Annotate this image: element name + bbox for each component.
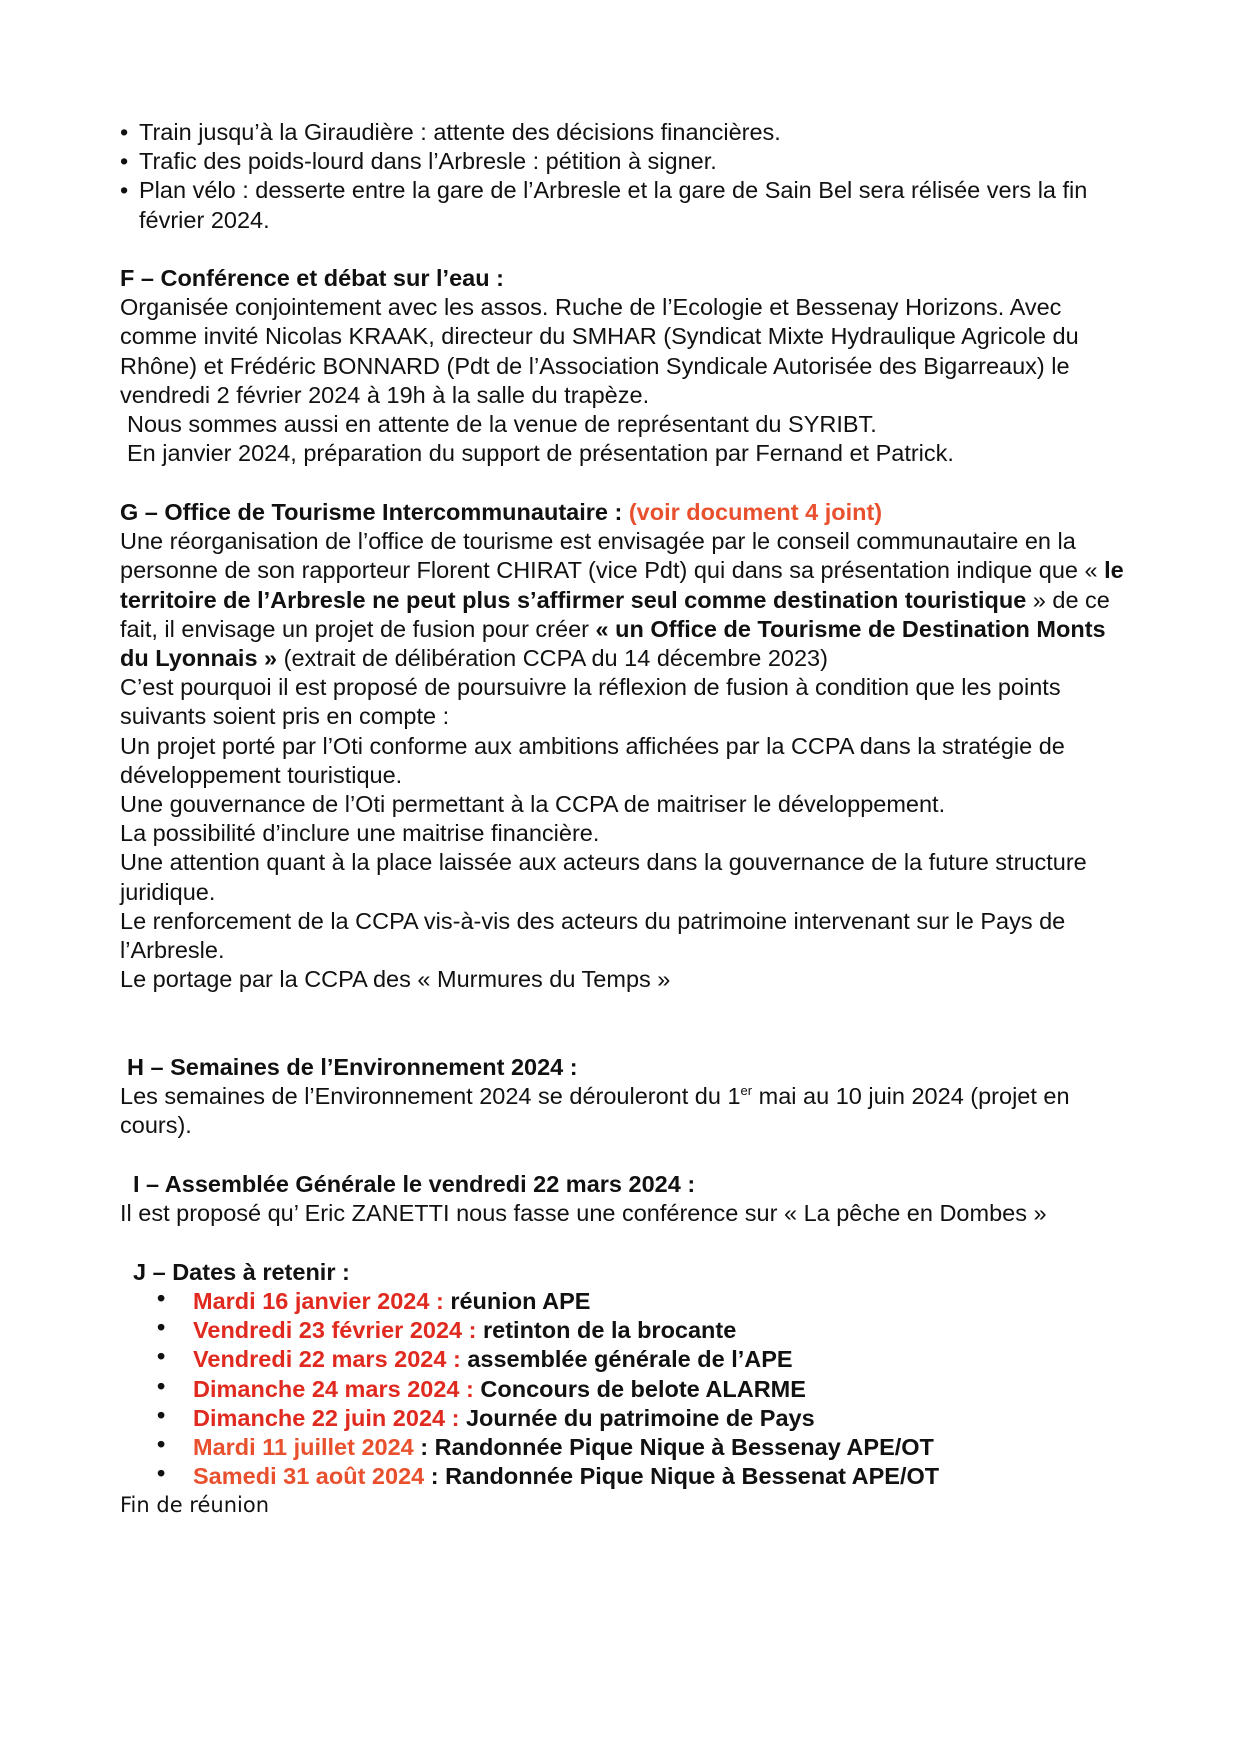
list-item: • Plan vélo : desserte entre la gare de l’Arbresle et la gare de Sain Bel sera rélisée vers la fin février 2024. [120,176,1140,234]
section-i-text: Il est proposé qu’ Eric ZANETTI nous fasse une conférence sur « La pêche en Dombes » [120,1200,1047,1227]
list-item: • Trafic des poids-lourd dans l’Arbresle : pétition à signer. [120,147,1140,176]
section-g-title: G – Office de Tourisme Intercommunautaire : [120,499,629,525]
list-item [157,1433,939,1462]
intro-text: » de ce fait, il envisage un projet de fusion pour créer [120,586,1110,642]
document-reference-link[interactable]: (voir document 4 joint) [628,499,883,525]
section-i-title: I – Assemblée Générale le vendredi 22 mars 2024 : [133,1171,696,1197]
section-j [120,1258,1140,1287]
date-label: Vendredi 23 février 2024 : [193,1317,477,1344]
transport-bullet-list [120,118,1140,235]
section-g-line: Le portage par la CCPA des « Murmures du Temps » [120,966,671,993]
section-g-intro [120,527,1140,673]
event-label: réunion APE [443,1288,591,1314]
section-h-text-part: mai au 10 juin 2024 (projet en cours). [120,1083,1070,1139]
intro-quote: le territoire de l’Arbresle ne peut plus s’affirmer seul comme destination touristique [120,557,1124,613]
section-g-line: La possibilité d’inclure une maitrise financière. [120,820,600,847]
date-label: Samedi 31 août 2024 [193,1463,425,1490]
dates-list [157,1287,939,1491]
list-item [157,1375,939,1404]
section-g-heading [120,498,1140,527]
section-j-title: J – Dates à retenir : [133,1259,350,1285]
list-item [157,1287,939,1316]
event-label: assemblée générale de l’APE [460,1346,793,1373]
list-item [157,1404,939,1433]
intro-text: Une réorganisation de l’office de tourisme est envisagée par le conseil communautaire en la personne de son rapporteur Florent CHIRAT (vice Pdt) qui dans sa présentation indique que « [120,528,1105,584]
date-label: Dimanche 22 juin 2024 : [193,1404,460,1431]
list-item [157,1316,939,1345]
closing-note: Fin de réunion [120,1493,269,1517]
section-h-text [120,1082,1140,1140]
date-label: Vendredi 22 mars 2024 : [193,1346,461,1373]
date-label: Dimanche 24 mars 2024 : [193,1375,474,1402]
intro-quote: « un Office de Tourisme de Destination Monts du Lyonnais » [120,615,1106,672]
section-g-line: C’est pourquoi il est proposé de poursuivre la réflexion de fusion à condition que les points suivants soient pris en compte : [120,674,1061,730]
section-h-text-part: Les semaines de l’Environnement 2024 se dérouleront du 1 [120,1083,741,1110]
section-g-line: Le renforcement de la CCPA vis-à-vis des acteurs du patrimoine intervenant sur le Pays de l’Arbresle. [120,907,1066,964]
event-label: : Randonnée Pique Nique à Bessenat APE/OT [424,1463,940,1490]
event-label: Concours de belote ALARME [473,1375,806,1402]
date-label: Mardi 16 janvier 2024 : [193,1288,444,1314]
section-g [120,498,1140,994]
event-label: Journée du patrimoine de Pays [459,1404,815,1431]
section-f-title: F – Conférence et débat sur l’eau : [120,265,504,291]
list-item [157,1345,939,1374]
section-g-line: Une gouvernance de l’Oti permettant à la CCPA de maitriser le développement. [120,791,946,818]
superscript: er [740,1083,753,1099]
section-f-note: En janvier 2024, préparation du support de présentation par Fernand et Patrick. [127,440,954,467]
section-f-note: Nous sommes aussi en attente de la venue de représentant du SYRIBT. [127,411,877,438]
section-f [120,264,1140,468]
date-label: Mardi 11 juillet 2024 [193,1434,414,1461]
section-f-paragraph: Organisée conjointement avec les assos. Ruche de l’Ecologie et Bessenay Horizons. Avec comme invité Nicolas KRAAK, directeur du SMHAR (Syndicat Mixte Hydraulique Agricole du Rhône) et Frédéric BONNARD (Pdt de l’Association Syndicale Autorisée des Bigarreaux) le vendredi 2 février 2024 à 19h à la salle du trapèze. [120,294,1079,408]
event-label: retinton de la brocante [476,1317,737,1344]
section-g-line: Une attention quant à la place laissée aux acteurs dans la gouvernance de la future structure juridique. [120,849,1087,905]
section-h-title: H – Semaines de l’Environnement 2024 : [127,1054,578,1080]
intro-text: (extrait de délibération CCPA du 14 décembre 2023) [277,645,828,672]
event-label: : Randonnée Pique Nique à Bessenay APE/OT [413,1434,934,1461]
section-i [120,1170,1140,1228]
list-item [157,1462,939,1491]
list-item: • Train jusqu’à la Giraudière : attente des décisions financières. [120,118,1140,147]
section-g-line: Un projet porté par l’Oti conforme aux ambitions affichées par la CCPA dans la stratégie de développement touristique. [120,732,1065,788]
section-h [120,1053,1140,1141]
